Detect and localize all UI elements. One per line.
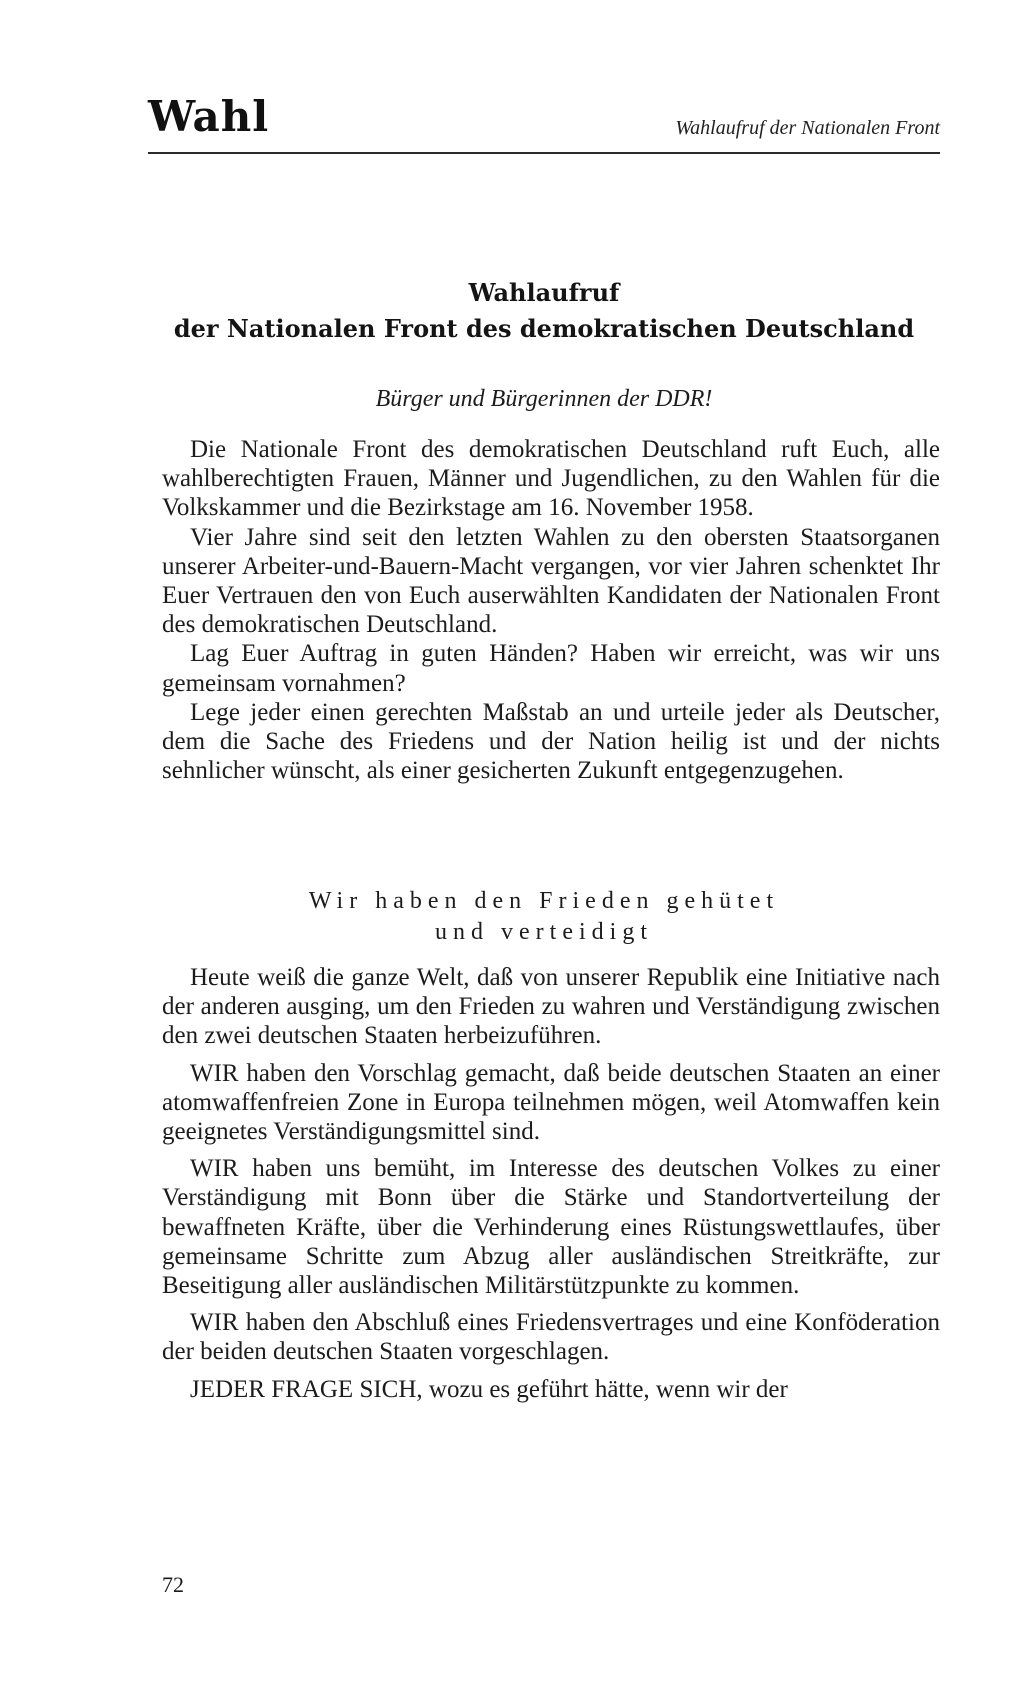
paragraph: Lege jeder einen gerechten Maßstab an und urteile jeder als Deutscher, dem die Sache des Friedens und der Nation heilig ist und der nichts sehnlicher wünscht, als einer gesicherten Zukunft entgegenzugehen. xyxy=(162,698,940,785)
running-title: Wahlaufruf der Nationalen Front xyxy=(675,117,940,139)
page-number: 72 xyxy=(162,1572,184,1597)
paragraph: WIR haben uns bemüht, im Interesse des deutschen Volkes zu einer Verständigung mit Bonn über die Stärke und Standortverteilung der bewaffneten Kräfte, über die Verhinderung eines Rüstungswettlaufes, über gemeinsame Schritte zum Abzug aller ausländischen Streitkräfte, zur Beseitigung aller ausländischen Militärstützpunkte zu kommen. xyxy=(162,1155,940,1300)
running-head xyxy=(148,92,940,152)
paragraph: Die Nationale Front des demokratischen Deutschland ruft Euch, alle wahlberechtigten Frauen, Männer und Jugendlichen, zu den Wahlen für die Volkskammer und die Bezirkstage am 16. November 1958. xyxy=(162,436,940,522)
section-heading-line-2: und verteidigt xyxy=(435,919,653,945)
paragraph: JEDER FRAGE SICH, wozu es geführt hätte, wenn wir der xyxy=(190,1375,788,1403)
title-line-1: Wahlaufruf xyxy=(468,278,620,307)
paragraph: Heute weiß die ganze Welt, daß von unserer Republik eine Initiative nach der anderen ausging, um den Frieden zu wahren und Verständigung zwischen den zwei deutschen Staaten herbeizuführen. xyxy=(162,964,940,1050)
intro-text xyxy=(162,435,940,785)
header-rule xyxy=(148,152,940,154)
title-line-2: der Nationalen Front des demokratischen Deutschland xyxy=(173,314,915,343)
head-keyword: Wahl xyxy=(148,92,270,141)
section-text xyxy=(162,963,940,1404)
section-heading xyxy=(148,886,940,948)
paragraph: Lag Euer Auftrag in guten Händen? Haben wir erreicht, was wir uns gemeinsam vornahmen? xyxy=(162,640,940,697)
paragraph: WIR haben den Abschluß eines Friedensvertrages und eine Konföderation der beiden deutschen Staaten vorgeschlagen. xyxy=(162,1309,940,1366)
document-title xyxy=(148,275,940,347)
salutation: Bürger und Bürgerinnen der DDR! xyxy=(375,386,713,412)
paragraph: WIR haben den Vorschlag gemacht, daß beide deutschen Staaten an einer atomwaffenfreien Zone in Europa teilnehmen mögen, weil Atomwaffen kein geeignetes Verständigungsmittel sind. xyxy=(162,1059,940,1146)
section-heading-line-1: Wir haben den Frieden gehütet xyxy=(308,888,780,914)
paragraph: Vier Jahre sind seit den letzten Wahlen zu den obersten Staatsorganen unserer Arbeiter-und-Bauern-Macht vergangen, vor vier Jahren schenktet Ihr Euer Vertrauen den von Euch auserwählten Kandidaten der Nationalen Front des demokratischen Deutschland. xyxy=(162,523,940,639)
